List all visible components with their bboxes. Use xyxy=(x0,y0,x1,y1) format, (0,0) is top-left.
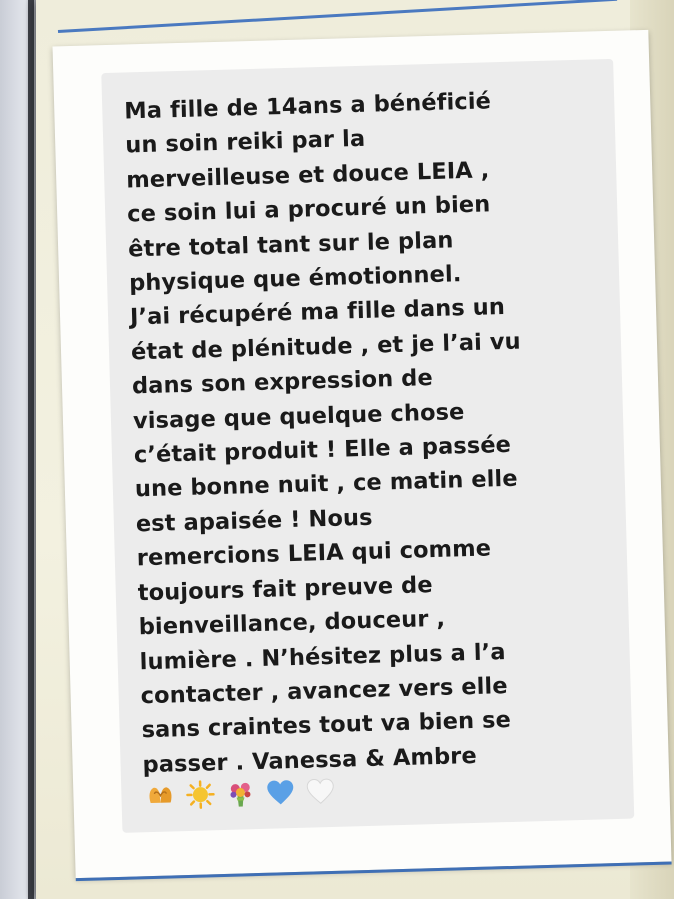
message-line: remercions LEIA qui comme xyxy=(136,535,492,572)
message-line: bienveillance, douceur , xyxy=(138,605,446,641)
printed-testimonial-sheet xyxy=(53,30,672,878)
message-line: une bonne nuit , ce matin elle xyxy=(134,466,519,503)
testimonial-message xyxy=(124,81,613,782)
heart-hands-icon xyxy=(145,780,176,811)
message-line: passer . Vanessa & Ambre xyxy=(142,742,478,778)
message-line: un soin reiki par la xyxy=(124,126,366,159)
message-line: état de plénitude , et je l’ai vu xyxy=(130,328,522,366)
sun-icon xyxy=(185,779,216,810)
blue-heart-icon xyxy=(265,777,296,808)
message-line: toujours fait preuve de xyxy=(137,571,433,606)
message-line: lumière . N’hésitez plus a l’a xyxy=(139,638,506,675)
message-line: contacter , avancez vers elle xyxy=(140,672,508,710)
message-line: J’ai récupéré ma fille dans un xyxy=(129,294,506,331)
message-line: sans craintes tout va bien se xyxy=(141,707,512,744)
message-line: est apaisée ! Nous xyxy=(135,504,373,538)
message-line: merveilleuse et douce LEIA , xyxy=(125,157,490,194)
message-line: dans son expression de xyxy=(131,365,434,400)
white-heart-icon xyxy=(305,776,336,807)
message-line: c’était produit ! Elle a passée xyxy=(133,431,512,469)
message-line: physique que émotionnel. xyxy=(128,261,462,297)
message-line: être total tant sur le plan xyxy=(127,226,454,263)
emoji-row xyxy=(145,774,336,813)
message-line: ce soin lui a procuré un bien xyxy=(126,191,491,228)
bouquet-icon xyxy=(225,778,256,809)
message-line: visage que quelque chose xyxy=(132,398,465,435)
message-line: Ma fille de 14ans a bénéficié xyxy=(123,88,492,125)
